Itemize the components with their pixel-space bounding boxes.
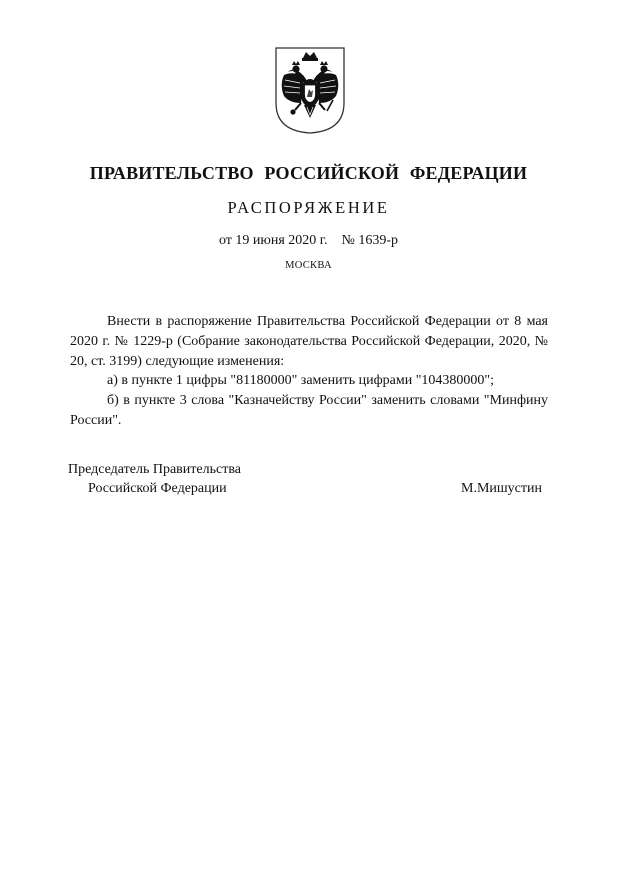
coat-of-arms-icon bbox=[273, 45, 347, 135]
order-city: МОСКВА bbox=[285, 260, 332, 271]
order-date-line bbox=[0, 233, 617, 249]
order-number: № 1639-р bbox=[341, 233, 398, 248]
body-paragraph: Внести в распоряжение Правительства Российской Федерации от 8 мая 2020 г. № 1229-р (Собрание законодательства Российской Федерации, 2020, № 20, ст. 3199) следующие изменения: bbox=[70, 314, 548, 369]
signatory-position bbox=[68, 460, 241, 498]
signatory-name: М.Мишустин bbox=[461, 481, 542, 496]
signatory-position-line-2: Российской Федерации bbox=[88, 481, 227, 496]
signatory-position-line-1: Председатель Правительства bbox=[68, 462, 241, 477]
government-title: ПРАВИТЕЛЬСТВО РОССИЙСКОЙ ФЕДЕРАЦИИ bbox=[89, 163, 528, 183]
document-body bbox=[70, 312, 548, 431]
document-type: РАСПОРЯЖЕНИЕ bbox=[227, 198, 390, 217]
order-date: от 19 июня 2020 г. bbox=[218, 233, 328, 248]
amendment-item-b: б) в пункте 3 слова "Казначейству России" заменить словами "Минфину России". bbox=[70, 393, 548, 428]
amendment-item-a: а) в пункте 1 цифры "81180000" заменить цифрами "104380000"; bbox=[107, 373, 495, 389]
